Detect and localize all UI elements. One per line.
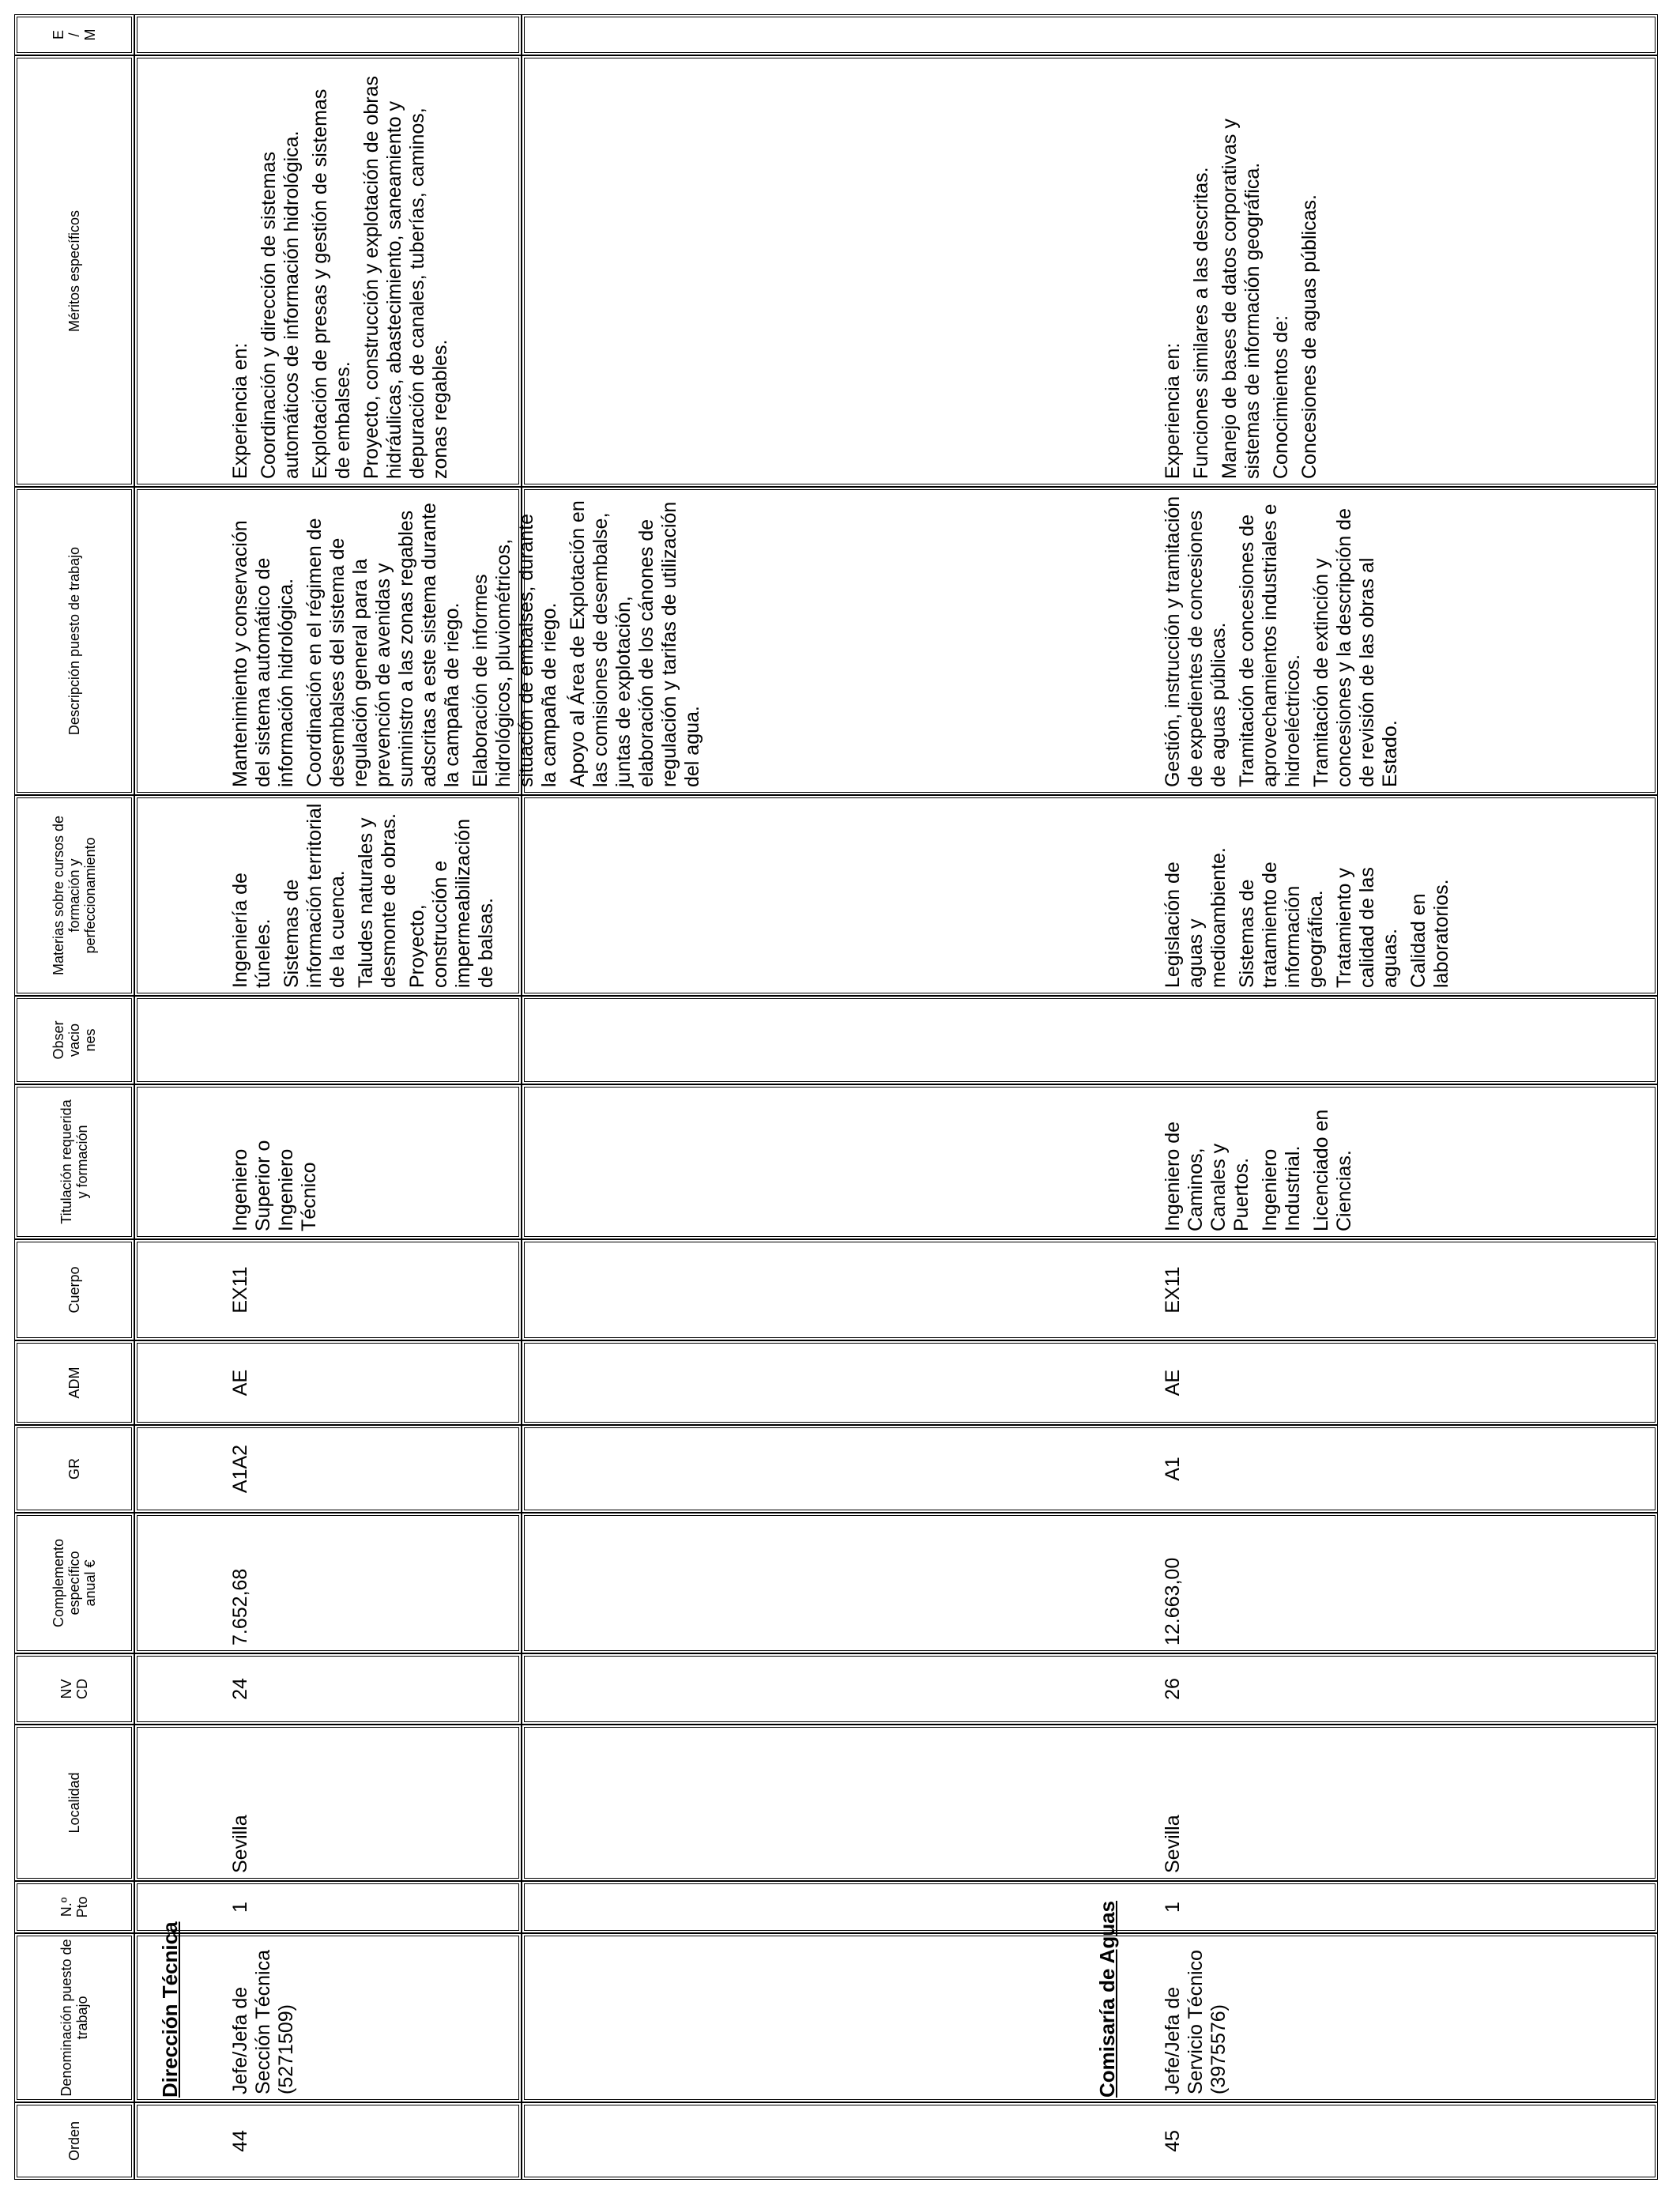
meritos-item: Concesiones de aguas públicas.: [1298, 194, 1320, 479]
row-1-cell-titulacion: [134, 1084, 522, 1239]
row-1-cell-nvcd: [134, 1653, 522, 1725]
row-2-cell-denominacion: [522, 1933, 1658, 2102]
row-1-cell-npto: [134, 1881, 522, 1933]
npto-value: 1: [229, 1902, 251, 1913]
row-1-cell-observaciones: [134, 996, 522, 1084]
descripcion-item: Gestión, instrucción y tramitación de expedientes de concesiones de aguas públicas.: [1162, 496, 1230, 787]
titulacion-item: Ingeniero Superior o Ingeniero Técnico: [229, 1140, 320, 1231]
meritos-item: Explotación de presas y gestión de sistemas de embalses.: [309, 89, 354, 479]
descripcion-item: Coordinación en el régimen de desembalses del sistema de regulación general para la prevención de avenidas y suministro a las zonas regables adscritas a este sistema durante la campaña de riego.: [303, 503, 463, 787]
row-2-cell-cuerpo: [522, 1239, 1658, 1340]
row-2-cell-localidad: [522, 1725, 1658, 1881]
adm-value: AE: [229, 1369, 251, 1397]
meritos-item: Experiencia en:: [1162, 342, 1184, 479]
row-2-cell-gr: [522, 1425, 1658, 1513]
section-title: Dirección Técnica: [158, 1921, 182, 2098]
complemento-value: 12.663,00: [1162, 1557, 1184, 1646]
denominacion-value: Jefe/Jefa de Sección Técnica (5271509): [229, 1950, 297, 2094]
column-header-adm: ADM: [66, 1367, 82, 1399]
localidad-value: Sevilla: [1162, 1815, 1184, 1873]
materias-item: Sistemas de información territorial de la cuenca.: [281, 803, 348, 988]
row-1-cell-orden: [134, 2102, 522, 2180]
titulacion-item: Ingeniero de Caminos, Canales y Puertos.: [1162, 1121, 1252, 1231]
row-2-cell-npto: [522, 1881, 1658, 1933]
row-2-cell-complemento: [522, 1513, 1658, 1653]
localidad-value: Sevilla: [229, 1815, 251, 1873]
meritos-item: Funciones similares a las descritas.: [1190, 167, 1212, 479]
descripcion-value: [229, 495, 710, 787]
row-1-cell-localidad: [134, 1725, 522, 1881]
materias-item: Taludes naturales y desmonte de obras.: [355, 813, 400, 988]
cuerpo-value: EX11: [229, 1266, 251, 1314]
titulacion-value: [229, 1092, 326, 1231]
descripcion-item: Tramitación de extinción y concesiones y la descripción de de revisión de las obras al Estado.: [1310, 508, 1401, 787]
column-header-complemento: Complemento específico anual €: [51, 1538, 98, 1628]
row-1-cell-gr: [134, 1425, 522, 1513]
column-header-gr: GR: [66, 1458, 82, 1480]
materias-item: Tratamiento y calidad de las aguas.: [1333, 867, 1401, 988]
meritos-item: Coordinación y dirección de sistemas automáticos de información hidrológica.: [258, 130, 303, 479]
row-2-cell-titulacion: [522, 1084, 1658, 1239]
meritos-value: [229, 63, 458, 479]
column-header-meritos: Méritos específicos: [66, 209, 82, 333]
materias-item: Legislación de aguas y medioambiente.: [1162, 847, 1230, 988]
column-header-em: E / M: [51, 28, 98, 41]
materias-value: [229, 803, 503, 988]
column-header-materias: Materias sobre cursos de formación y perfeccionamiento: [51, 815, 98, 976]
orden-value: 45: [1162, 2130, 1184, 2152]
titulacion-item: Ingeniero Industrial.: [1259, 1145, 1304, 1231]
materias-item: Proyecto, construcción e impermeabilización de balsas.: [406, 819, 497, 988]
meritos-value: [1162, 63, 1327, 479]
row-1-cell-adm: [134, 1340, 522, 1425]
descripcion-item: Mantenimiento y conservación del sistema automático de información hidrológica.: [229, 520, 297, 787]
adm-value: AE: [1162, 1369, 1184, 1397]
npto-value: 1: [1162, 1902, 1184, 1913]
descripcion-item: Apoyo al Área de Explotación en las comisiones de desembalse, juntas de explotación, elaboración de los cánones de regulación y tarifas de utilización del agua.: [567, 500, 703, 787]
titulacion-item: Licenciado en Ciencias.: [1310, 1109, 1355, 1231]
descripcion-item: Tramitación de concesiones de aprovechamientos industriales e hidroeléctricos.: [1236, 503, 1304, 787]
row-2-cell-meritos: [522, 55, 1658, 487]
column-header-npto: N.º Pto: [58, 1896, 90, 1918]
descripcion-value: [1162, 495, 1407, 787]
materias-item: Ingeniería de túneles.: [229, 873, 274, 988]
column-header-observaciones: Obser vacio nes: [51, 1020, 98, 1060]
row-1-cell-cuerpo: [134, 1239, 522, 1340]
meritos-item: Manejo de bases de datos corporativas y sistemas de información geográfica.: [1219, 119, 1264, 479]
row-2-cell-adm: [522, 1340, 1658, 1425]
row-2-cell-orden: [522, 2102, 1658, 2180]
column-header-nvcd: NV CD: [58, 1679, 90, 1699]
column-header-descripcion: Descripción puesto de trabajo: [66, 546, 82, 736]
meritos-item: Proyecto, construcción y explotación de obras hidráulicas, abastecimiento, saneamiento y depuración de canales, tuberías, caminos, zonas regables.: [360, 76, 451, 479]
cuerpo-value: EX11: [1162, 1266, 1184, 1314]
gr-value: A1: [1162, 1457, 1184, 1481]
column-header-cuerpo: Cuerpo: [66, 1266, 82, 1314]
column-header-titulacion: Titulación requerida y formación: [58, 1099, 90, 1224]
complemento-value: 7.652,68: [229, 1568, 251, 1646]
titulacion-value: [1162, 1092, 1362, 1231]
meritos-item: Conocimientos de:: [1270, 315, 1292, 479]
row-2-cell-materias: [522, 795, 1658, 996]
materias-item: Calidad en laboratorios.: [1407, 879, 1452, 988]
column-header-localidad: Localidad: [66, 1772, 82, 1834]
nvcd-value: 26: [1162, 1678, 1184, 1700]
materias-value: [1162, 803, 1459, 988]
row-1-cell-em: [134, 14, 522, 55]
row-2-cell-nvcd: [522, 1653, 1658, 1725]
meritos-item: Experiencia en:: [229, 342, 251, 479]
row-1-cell-denominacion: [134, 1933, 522, 2102]
gr-value: A1A2: [229, 1444, 251, 1494]
descripcion-item: Elaboración de informes hidrológicos, pluviométricos, situación de embalses, durante la campaña de riego.: [469, 513, 560, 787]
row-2-cell-observaciones: [522, 996, 1658, 1084]
orden-value: 44: [229, 2130, 251, 2152]
materias-item: Sistemas de tratamiento de información geográfica.: [1236, 861, 1327, 988]
denominacion-value: Jefe/Jefa de Servicio Técnico (3975576): [1162, 1950, 1230, 2094]
column-header-denominacion: Denominación puesto de trabajo: [58, 1939, 90, 2097]
column-header-orden: Orden: [66, 2120, 82, 2162]
nvcd-value: 24: [229, 1678, 251, 1700]
row-1-cell-complemento: [134, 1513, 522, 1653]
section-title: Comisaría de Aguas: [1095, 1900, 1119, 2098]
row-2-cell-em: [522, 14, 1658, 55]
